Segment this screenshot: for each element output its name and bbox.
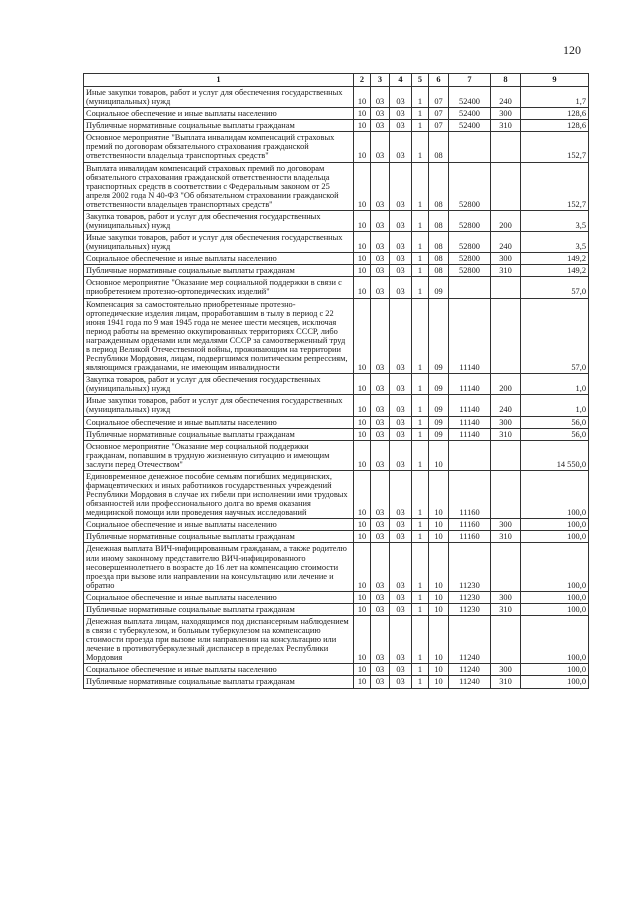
col-8-cell: 240 [491, 87, 521, 108]
col-6-cell: 10 [429, 676, 449, 688]
col-6-cell: 10 [429, 664, 449, 676]
col-5-cell: 1 [412, 87, 429, 108]
row-name-cell: Основное мероприятие "Оказание мер социальной поддержки гражданам, попавшим в трудную жизненную ситуацию и имеющим заслуги перед Отечеством" [84, 440, 354, 470]
col-6-cell: 10 [429, 543, 449, 591]
col-8-cell: 240 [491, 232, 521, 253]
col-7-cell: 52800 [449, 162, 491, 210]
col-6-cell: 08 [429, 132, 449, 162]
row-name-cell: Выплата инвалидам компенсаций страховых премий по договорам обязательного страхования гражданской ответственности владельца транспортных средств в соответствии с Федеральным законом от 25 апреля 2002 года N 40-ФЗ "Об обязательном страховании гражданской ответственности владельцев транспортных средств" [84, 162, 354, 210]
col-8-cell: 310 [491, 265, 521, 277]
col-9-cell: 100,0 [521, 603, 589, 615]
col-5-cell: 1 [412, 664, 429, 676]
col-7-cell: 11140 [449, 374, 491, 395]
col-8-cell: 300 [491, 591, 521, 603]
col-2-cell: 10 [354, 591, 371, 603]
col-9-cell: 1,7 [521, 87, 589, 108]
col-2-cell: 10 [354, 120, 371, 132]
col-3-cell: 03 [371, 277, 390, 298]
col-8-cell: 200 [491, 374, 521, 395]
table-row [84, 162, 589, 210]
row-name-cell: Денежная выплата лицам, находящимся под диспансерным наблюдением в связи с туберкулезом, и больным туберкулезом на компенсацию стоимости проезда при вызове или направлении на консультацию или лечение в противотуберкулезный диспансер в пределах Республики Мордовия [84, 615, 354, 663]
col-8-cell [491, 277, 521, 298]
col-7-cell: 11140 [449, 395, 491, 416]
col-8-cell: 300 [491, 253, 521, 265]
col-4-cell: 03 [390, 298, 412, 374]
col-3-cell: 03 [371, 108, 390, 120]
col-5-cell: 1 [412, 253, 429, 265]
col-3-cell: 03 [371, 531, 390, 543]
table-row [84, 591, 589, 603]
col-3-cell: 03 [371, 543, 390, 591]
col-3-cell: 03 [371, 232, 390, 253]
col-3-cell: 03 [371, 253, 390, 265]
table-row [84, 232, 589, 253]
col-3-cell: 03 [371, 395, 390, 416]
budget-table [83, 73, 589, 689]
col-9-cell: 56,0 [521, 416, 589, 428]
page-number: 120 [563, 43, 581, 57]
col-2-cell: 10 [354, 132, 371, 162]
col-3-cell: 03 [371, 374, 390, 395]
table-row [84, 531, 589, 543]
table-row [84, 676, 589, 688]
row-name-cell: Публичные нормативные социальные выплаты гражданам [84, 531, 354, 543]
row-name-cell: Публичные нормативные социальные выплаты гражданам [84, 265, 354, 277]
col-5-cell: 1 [412, 210, 429, 231]
col-2-cell: 10 [354, 108, 371, 120]
col-4-cell: 03 [390, 132, 412, 162]
row-name-cell: Социальное обеспечение и иные выплаты населению [84, 253, 354, 265]
header-cell: 2 [354, 74, 371, 87]
col-6-cell: 08 [429, 265, 449, 277]
table-row [84, 120, 589, 132]
col-8-cell: 310 [491, 120, 521, 132]
col-5-cell: 1 [412, 603, 429, 615]
table-row [84, 298, 589, 374]
col-4-cell: 03 [390, 120, 412, 132]
col-9-cell: 100,0 [521, 543, 589, 591]
col-2-cell: 10 [354, 265, 371, 277]
col-5-cell: 1 [412, 416, 429, 428]
col-6-cell: 09 [429, 298, 449, 374]
col-2-cell: 10 [354, 428, 371, 440]
col-5-cell: 1 [412, 232, 429, 253]
col-3-cell: 03 [371, 470, 390, 518]
col-9-cell: 1,0 [521, 374, 589, 395]
col-2-cell: 10 [354, 232, 371, 253]
col-3-cell: 03 [371, 210, 390, 231]
col-5-cell: 1 [412, 428, 429, 440]
col-4-cell: 03 [390, 395, 412, 416]
col-7-cell: 52800 [449, 265, 491, 277]
col-6-cell: 08 [429, 162, 449, 210]
col-7-cell: 11230 [449, 603, 491, 615]
col-3-cell: 03 [371, 416, 390, 428]
col-4-cell: 03 [390, 87, 412, 108]
header-cell: 8 [491, 74, 521, 87]
col-3-cell: 03 [371, 132, 390, 162]
col-5-cell: 1 [412, 108, 429, 120]
col-9-cell: 100,0 [521, 519, 589, 531]
col-6-cell: 10 [429, 603, 449, 615]
col-4-cell: 03 [390, 603, 412, 615]
table-row [84, 519, 589, 531]
col-2-cell: 10 [354, 531, 371, 543]
col-9-cell: 57,0 [521, 298, 589, 374]
col-8-cell [491, 132, 521, 162]
col-2-cell: 10 [354, 87, 371, 108]
row-name-cell: Единовременное денежное пособие семьям погибших медицинских, фармацевтических и иных работников государственных учреждений Республики Мордовия в случае их гибели при исполнении ими трудовых обязанностей или профессионального долга во время оказания медицинской помощи или проведения научных исследований [84, 470, 354, 518]
col-8-cell: 310 [491, 603, 521, 615]
col-2-cell: 10 [354, 416, 371, 428]
col-8-cell: 310 [491, 428, 521, 440]
col-7-cell: 52800 [449, 232, 491, 253]
col-9-cell: 152,7 [521, 162, 589, 210]
col-3-cell: 03 [371, 162, 390, 210]
col-6-cell: 09 [429, 374, 449, 395]
col-2-cell: 10 [354, 543, 371, 591]
col-7-cell: 52800 [449, 210, 491, 231]
col-9-cell: 1,0 [521, 395, 589, 416]
table-row [84, 253, 589, 265]
col-3-cell: 03 [371, 519, 390, 531]
col-5-cell: 1 [412, 298, 429, 374]
col-2-cell: 10 [354, 519, 371, 531]
table-row [84, 87, 589, 108]
col-7-cell: 11230 [449, 591, 491, 603]
col-6-cell: 09 [429, 277, 449, 298]
col-9-cell: 56,0 [521, 428, 589, 440]
col-2-cell: 10 [354, 253, 371, 265]
col-6-cell: 10 [429, 591, 449, 603]
col-2-cell: 10 [354, 298, 371, 374]
col-6-cell: 07 [429, 108, 449, 120]
col-4-cell: 03 [390, 108, 412, 120]
col-4-cell: 03 [390, 374, 412, 395]
header-cell: 6 [429, 74, 449, 87]
col-4-cell: 03 [390, 162, 412, 210]
col-7-cell: 11140 [449, 428, 491, 440]
row-name-cell: Публичные нормативные социальные выплаты гражданам [84, 120, 354, 132]
col-4-cell: 03 [390, 531, 412, 543]
col-9-cell: 149,2 [521, 265, 589, 277]
col-9-cell: 128,6 [521, 108, 589, 120]
header-cell: 5 [412, 74, 429, 87]
col-5-cell: 1 [412, 132, 429, 162]
col-2-cell: 10 [354, 374, 371, 395]
col-6-cell: 10 [429, 531, 449, 543]
col-3-cell: 03 [371, 120, 390, 132]
col-7-cell: 52400 [449, 87, 491, 108]
table-row [84, 210, 589, 231]
col-9-cell: 3,5 [521, 232, 589, 253]
header-cell: 1 [84, 74, 354, 87]
row-name-cell: Закупка товаров, работ и услуг для обеспечения государственных (муниципальных) нужд [84, 210, 354, 231]
col-4-cell: 03 [390, 543, 412, 591]
col-9-cell: 100,0 [521, 470, 589, 518]
header-cell: 4 [390, 74, 412, 87]
col-6-cell: 09 [429, 428, 449, 440]
col-8-cell: 300 [491, 664, 521, 676]
row-name-cell: Публичные нормативные социальные выплаты гражданам [84, 428, 354, 440]
table-row [84, 470, 589, 518]
header-cell: 9 [521, 74, 589, 87]
col-4-cell: 03 [390, 210, 412, 231]
col-8-cell: 300 [491, 416, 521, 428]
row-name-cell: Социальное обеспечение и иные выплаты населению [84, 591, 354, 603]
table-row [84, 416, 589, 428]
col-3-cell: 03 [371, 676, 390, 688]
col-9-cell: 100,0 [521, 664, 589, 676]
table-row [84, 374, 589, 395]
col-5-cell: 1 [412, 591, 429, 603]
col-4-cell: 03 [390, 232, 412, 253]
col-7-cell [449, 440, 491, 470]
row-name-cell: Публичные нормативные социальные выплаты гражданам [84, 676, 354, 688]
row-name-cell: Иные закупки товаров, работ и услуг для обеспечения государственных (муниципальных) нужд [84, 395, 354, 416]
table-row [84, 603, 589, 615]
col-2-cell: 10 [354, 603, 371, 615]
row-name-cell: Социальное обеспечение и иные выплаты населению [84, 519, 354, 531]
col-6-cell: 08 [429, 210, 449, 231]
col-7-cell: 11240 [449, 676, 491, 688]
col-4-cell: 03 [390, 591, 412, 603]
row-name-cell: Закупка товаров, работ и услуг для обеспечения государственных (муниципальных) нужд [84, 374, 354, 395]
col-5-cell: 1 [412, 440, 429, 470]
col-8-cell [491, 615, 521, 663]
col-4-cell: 03 [390, 277, 412, 298]
table-row [84, 395, 589, 416]
col-8-cell: 300 [491, 108, 521, 120]
col-3-cell: 03 [371, 591, 390, 603]
col-3-cell: 03 [371, 664, 390, 676]
col-9-cell: 100,0 [521, 531, 589, 543]
col-5-cell: 1 [412, 676, 429, 688]
table-row [84, 440, 589, 470]
col-4-cell: 03 [390, 470, 412, 518]
col-3-cell: 03 [371, 428, 390, 440]
col-2-cell: 10 [354, 395, 371, 416]
col-9-cell: 57,0 [521, 277, 589, 298]
table-row [84, 543, 589, 591]
table-row [84, 615, 589, 663]
col-5-cell: 1 [412, 265, 429, 277]
col-7-cell: 11160 [449, 531, 491, 543]
col-4-cell: 03 [390, 253, 412, 265]
col-2-cell: 10 [354, 676, 371, 688]
col-9-cell: 100,0 [521, 676, 589, 688]
table-row [84, 664, 589, 676]
col-8-cell: 240 [491, 395, 521, 416]
col-4-cell: 03 [390, 664, 412, 676]
row-name-cell: Публичные нормативные социальные выплаты гражданам [84, 603, 354, 615]
col-7-cell: 52800 [449, 253, 491, 265]
col-7-cell: 52400 [449, 108, 491, 120]
col-6-cell: 08 [429, 253, 449, 265]
col-5-cell: 1 [412, 374, 429, 395]
col-8-cell [491, 440, 521, 470]
col-8-cell [491, 543, 521, 591]
col-2-cell: 10 [354, 210, 371, 231]
col-7-cell: 11140 [449, 416, 491, 428]
header-row [84, 74, 589, 87]
table-row [84, 108, 589, 120]
col-2-cell: 10 [354, 615, 371, 663]
col-6-cell: 10 [429, 440, 449, 470]
col-7-cell: 11240 [449, 615, 491, 663]
col-8-cell: 300 [491, 519, 521, 531]
col-2-cell: 10 [354, 470, 371, 518]
col-5-cell: 1 [412, 531, 429, 543]
row-name-cell: Основное мероприятие "Оказание мер социальной поддержки в связи с приобретением протезно-ортопедических изделий" [84, 277, 354, 298]
col-8-cell: 200 [491, 210, 521, 231]
col-3-cell: 03 [371, 615, 390, 663]
table-row [84, 428, 589, 440]
col-5-cell: 1 [412, 470, 429, 518]
col-6-cell: 07 [429, 120, 449, 132]
col-4-cell: 03 [390, 428, 412, 440]
header-cell: 7 [449, 74, 491, 87]
col-6-cell: 09 [429, 416, 449, 428]
col-5-cell: 1 [412, 543, 429, 591]
col-5-cell: 1 [412, 519, 429, 531]
header-cell: 3 [371, 74, 390, 87]
col-4-cell: 03 [390, 676, 412, 688]
row-name-cell: Социальное обеспечение и иные выплаты населению [84, 664, 354, 676]
col-6-cell: 10 [429, 615, 449, 663]
col-4-cell: 03 [390, 416, 412, 428]
col-3-cell: 03 [371, 440, 390, 470]
col-6-cell: 09 [429, 395, 449, 416]
col-7-cell: 52400 [449, 120, 491, 132]
row-name-cell: Денежная выплата ВИЧ-инфицированным гражданам, а также родителю или иному законному представителю ВИЧ-инфицированного несовершеннолетнего в возрасте до 16 лет на компенсацию стоимости проезда при вызове или направлении на консультацию или лечение и обратно [84, 543, 354, 591]
col-5-cell: 1 [412, 615, 429, 663]
col-2-cell: 10 [354, 277, 371, 298]
col-9-cell: 3,5 [521, 210, 589, 231]
table-row [84, 265, 589, 277]
col-6-cell: 08 [429, 232, 449, 253]
col-9-cell: 149,2 [521, 253, 589, 265]
table-body [84, 87, 589, 689]
col-4-cell: 03 [390, 265, 412, 277]
col-9-cell: 128,6 [521, 120, 589, 132]
table-row [84, 132, 589, 162]
col-3-cell: 03 [371, 603, 390, 615]
col-7-cell [449, 132, 491, 162]
col-6-cell: 10 [429, 519, 449, 531]
col-8-cell [491, 162, 521, 210]
col-6-cell: 10 [429, 470, 449, 518]
col-8-cell [491, 298, 521, 374]
col-7-cell: 11160 [449, 519, 491, 531]
col-4-cell: 03 [390, 615, 412, 663]
table-row [84, 277, 589, 298]
col-7-cell: 11140 [449, 298, 491, 374]
col-8-cell: 310 [491, 676, 521, 688]
col-9-cell: 100,0 [521, 591, 589, 603]
col-4-cell: 03 [390, 440, 412, 470]
col-6-cell: 07 [429, 87, 449, 108]
col-5-cell: 1 [412, 395, 429, 416]
col-8-cell: 310 [491, 531, 521, 543]
col-7-cell: 11160 [449, 470, 491, 518]
row-name-cell: Социальное обеспечение и иные выплаты населению [84, 108, 354, 120]
col-9-cell: 14 550,0 [521, 440, 589, 470]
col-5-cell: 1 [412, 277, 429, 298]
col-2-cell: 10 [354, 664, 371, 676]
col-3-cell: 03 [371, 298, 390, 374]
col-3-cell: 03 [371, 87, 390, 108]
row-name-cell: Компенсация за самостоятельно приобретенные протезно-ортопедические изделия лицам, проработавшим в тылу в период с 22 июня 1941 года по 9 мая 1945 года не менее шести месяцев, исключая период работы на временно оккупированных территориях СССР, либо награжденным орденами или медалями СССР за самоотверженный труд в период Великой Отечественной войны, проживающим на территории Республики Мордовия, лицам, подвергшимся политическим репрессиям, являющимся гражданами, не имеющим инвалидности [84, 298, 354, 374]
col-8-cell [491, 470, 521, 518]
col-7-cell: 11230 [449, 543, 491, 591]
col-7-cell [449, 277, 491, 298]
row-name-cell: Основное мероприятие "Выплата инвалидам компенсаций страховых премий по договорам обязательного страхования гражданской ответственности владельца транспортных средств" [84, 132, 354, 162]
col-5-cell: 1 [412, 162, 429, 210]
col-2-cell: 10 [354, 440, 371, 470]
col-7-cell: 11240 [449, 664, 491, 676]
col-4-cell: 03 [390, 519, 412, 531]
col-2-cell: 10 [354, 162, 371, 210]
row-name-cell: Иные закупки товаров, работ и услуг для обеспечения государственных (муниципальных) нужд [84, 232, 354, 253]
col-9-cell: 152,7 [521, 132, 589, 162]
col-5-cell: 1 [412, 120, 429, 132]
row-name-cell: Иные закупки товаров, работ и услуг для обеспечения государственных (муниципальных) нужд [84, 87, 354, 108]
row-name-cell: Социальное обеспечение и иные выплаты населению [84, 416, 354, 428]
col-3-cell: 03 [371, 265, 390, 277]
col-9-cell: 100,0 [521, 615, 589, 663]
